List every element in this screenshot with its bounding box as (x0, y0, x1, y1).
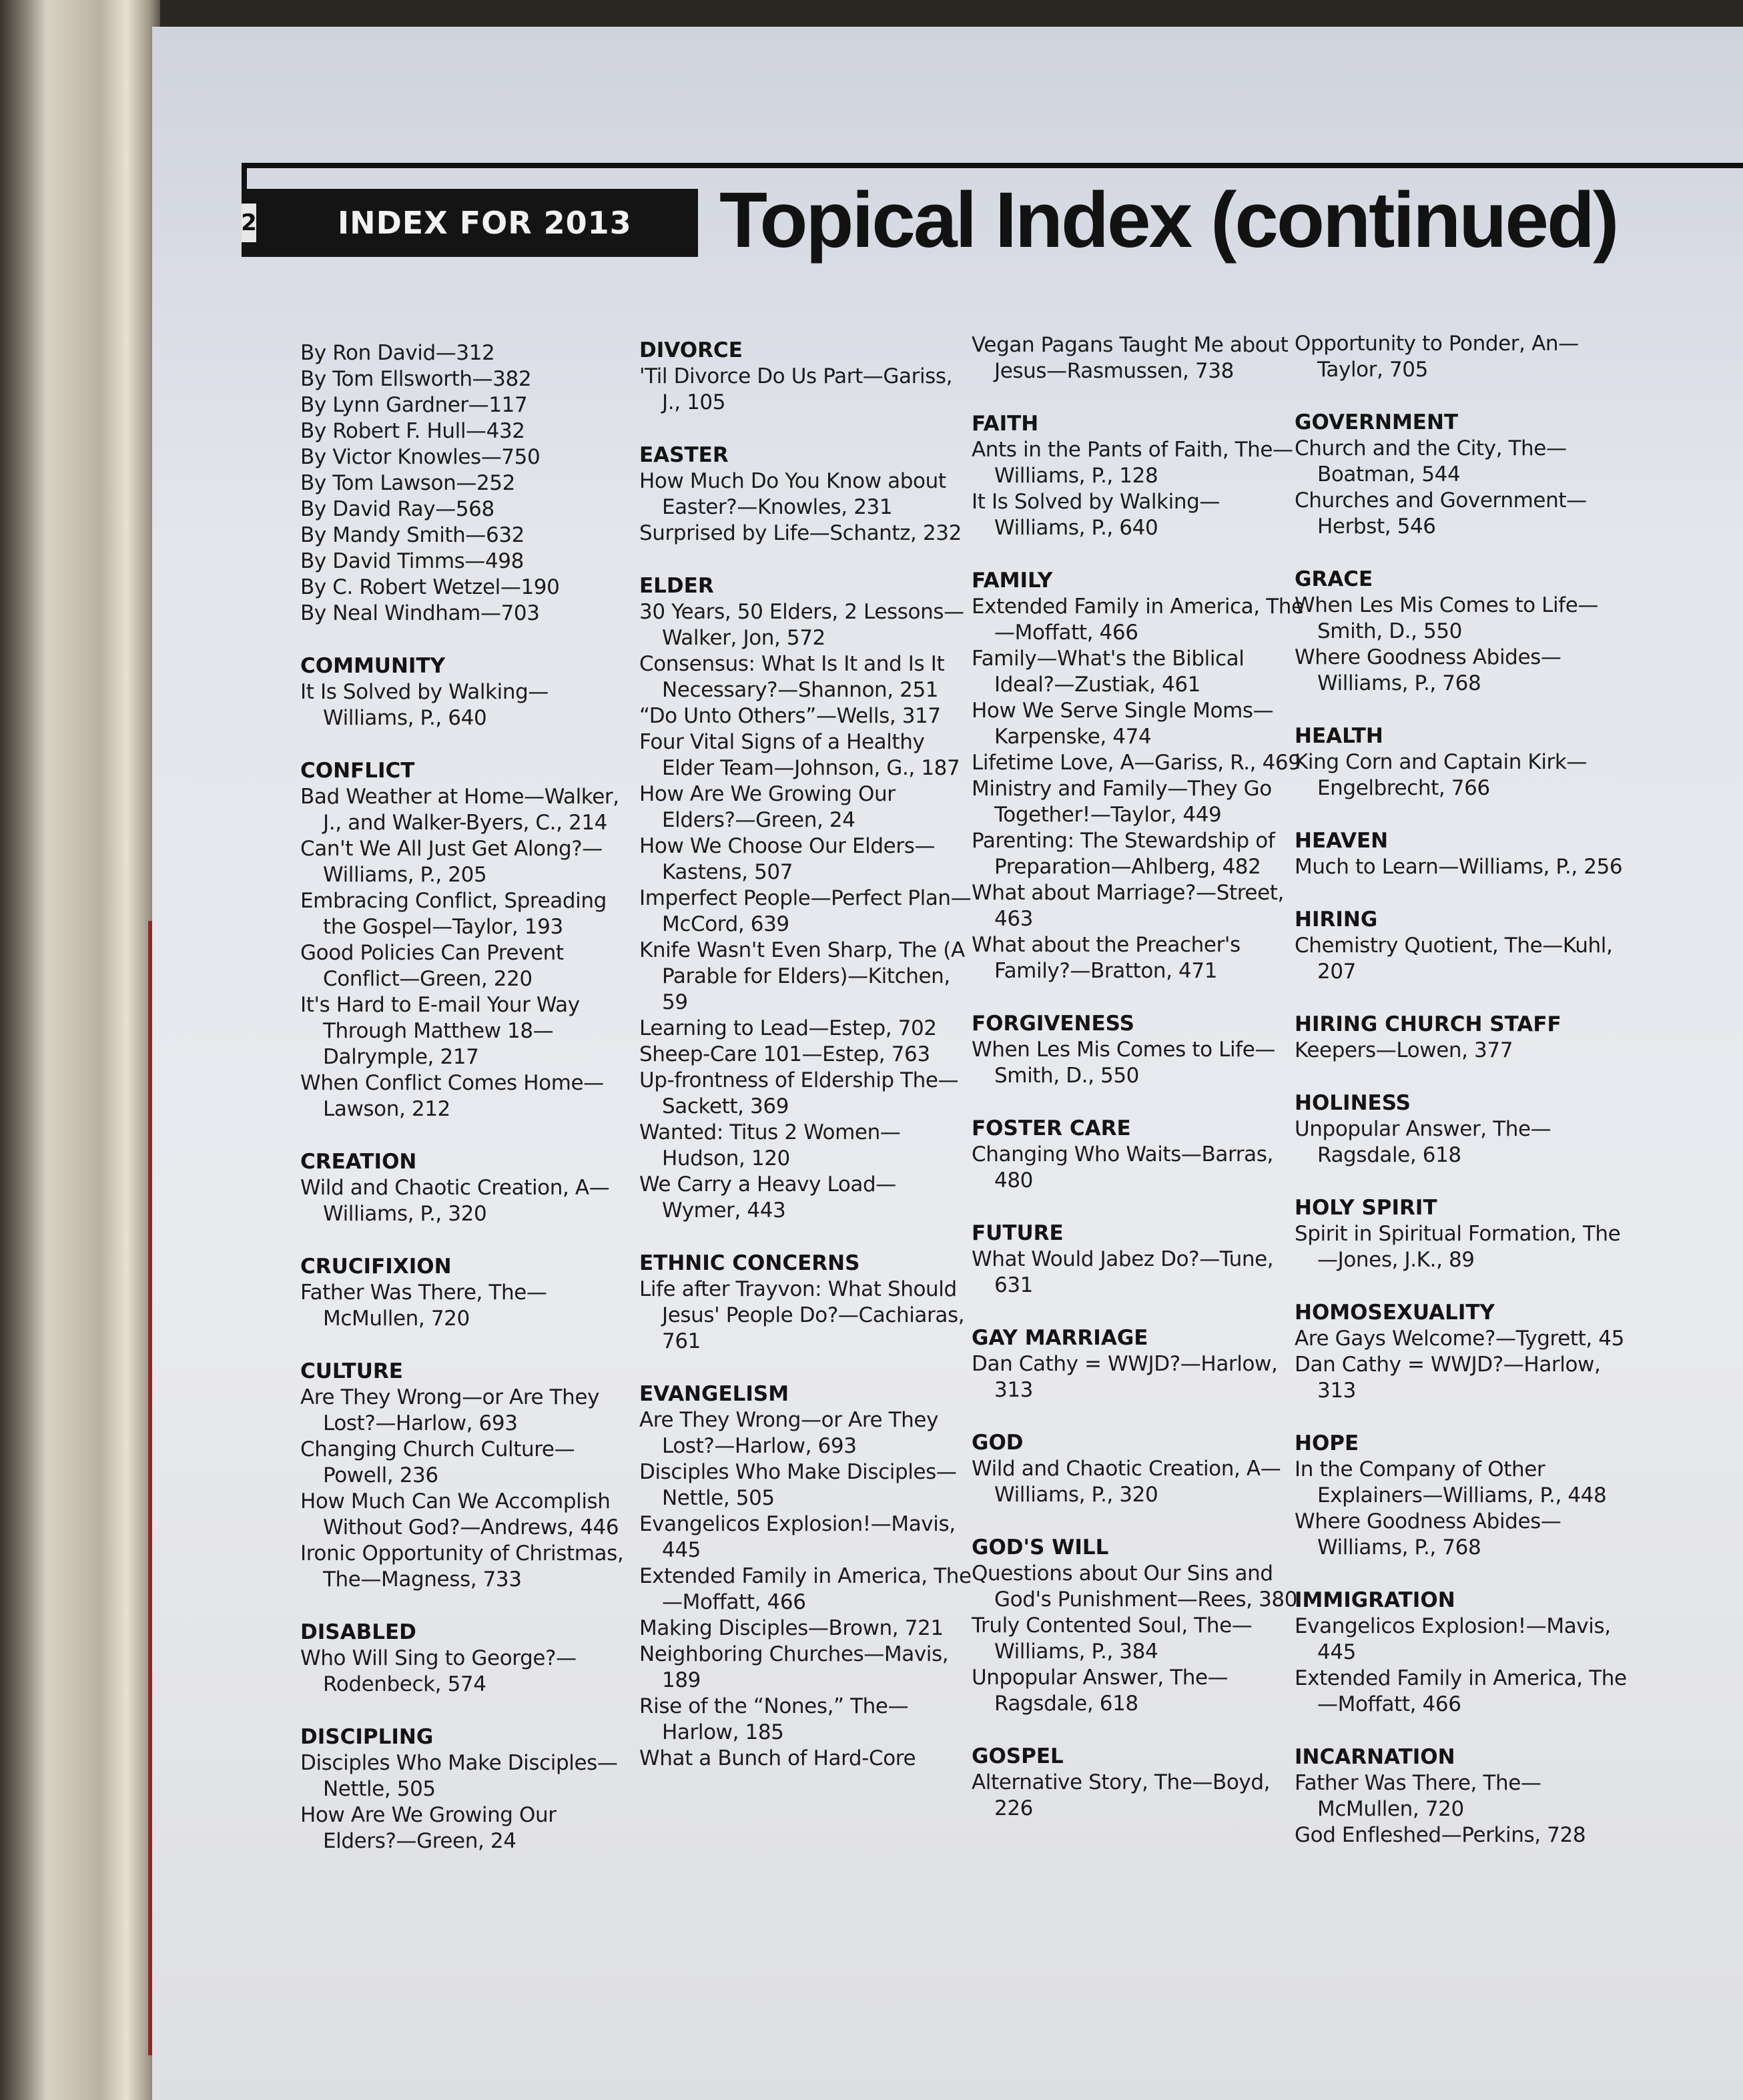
section-heading: FOSTER CARE (972, 1116, 1131, 1140)
index-section (972, 1116, 1305, 1194)
section-heading: COMMUNITY (300, 654, 446, 678)
index-entry: King Corn and Captain Kirk—Engelbrecht, 766 (1295, 750, 1588, 800)
index-entry: Extended Family in America, The—Moffatt, 466 (1295, 1666, 1627, 1716)
index-entry: Are Gays Welcome?—Tygrett, 45 (1295, 1327, 1624, 1351)
page-title: Topical Index (continued) (719, 176, 1618, 264)
index-entry: 'Til Divorce Do Us Part—Gariss, J., 105 (639, 364, 953, 414)
index-entry: Extended Family in America, The—Moffatt, 466 (972, 595, 1304, 645)
index-entry: Wanted: Titus 2 Women—Hudson, 120 (639, 1120, 901, 1170)
index-entry: Sheep-Care 101—Estep, 763 (639, 1042, 930, 1066)
index-entry: We Carry a Heavy Load—Wymer, 443 (639, 1172, 896, 1222)
section-heading: GOSPEL (972, 1744, 1064, 1768)
index-section (972, 1430, 1305, 1508)
index-column-1 (300, 340, 634, 1881)
byline-item: By David Timms—498 (300, 549, 524, 573)
index-entry: How Much Can We Accomplish Without God?—Andrews, 446 (300, 1489, 619, 1539)
index-entry: Who Will Sing to George?—Rodenbeck, 574 (300, 1646, 577, 1696)
section-heading: HIRING CHURCH STAFF (1295, 1012, 1561, 1036)
index-entry: Unpopular Answer, The—Ragsdale, 618 (972, 1666, 1229, 1716)
index-entry: Alternative Story, The—Boyd, 226 (972, 1770, 1271, 1820)
byline-item: By Lynn Gardner—117 (300, 393, 528, 417)
section-heading: GRACE (1295, 567, 1373, 591)
section-heading: HEAVEN (1295, 829, 1389, 853)
byline-item: By Robert F. Hull—432 (300, 419, 525, 443)
index-entry: Can't We All Just Get Along?—Williams, P., 205 (300, 837, 603, 887)
index-entry: Father Was There, The—McMullen, 720 (300, 1281, 547, 1331)
index-entry: Are They Wrong—or Are They Lost?—Harlow, 693 (639, 1408, 939, 1458)
index-entry: What Would Jabez Do?—Tune, 631 (972, 1247, 1274, 1297)
index-entry: Imperfect People—Perfect Plan—McCord, 639 (639, 886, 972, 936)
index-section (1295, 567, 1628, 697)
byline-item: By C. Robert Wetzel—190 (300, 575, 560, 599)
index-entry: Chemistry Quotient, The—Kuhl, 207 (1295, 934, 1613, 984)
index-entry: Learning to Lead—Estep, 702 (639, 1016, 937, 1040)
index-section (639, 1381, 973, 1772)
index-section (300, 1359, 634, 1593)
index-entry: Family—What's the Biblical Ideal?—Zustiak, 461 (972, 647, 1245, 697)
byline-item: By Tom Lawson—252 (300, 471, 515, 495)
index-entry: In the Company of Other Explainers—Williams, P., 448 (1295, 1457, 1607, 1507)
index-entry: How Are We Growing Our Elders?—Green, 24 (300, 1803, 557, 1853)
section-heading: HOLY SPIRIT (1295, 1196, 1437, 1220)
index-entry: How We Serve Single Moms—Karpenske, 474 (972, 699, 1274, 749)
byline-item: By Ron David—312 (300, 341, 495, 365)
index-entry: “Do Unto Others”—Wells, 317 (639, 704, 941, 728)
index-entry: How We Choose Our Elders—Kastens, 507 (639, 834, 936, 884)
index-entry: Where Goodness Abides—Williams, P., 768 (1295, 1509, 1561, 1559)
section-heading: DISCIPLING (300, 1725, 434, 1749)
index-entry: Wild and Chaotic Creation, A—Williams, P., 320 (972, 1457, 1281, 1507)
index-entry: Much to Learn—Williams, P., 256 (1295, 855, 1623, 879)
index-section (639, 442, 973, 547)
index-section (639, 1251, 973, 1355)
index-entry: Church and the City, The—Boatman, 544 (1295, 436, 1567, 486)
index-entry: Where Goodness Abides—Williams, P., 768 (1295, 645, 1561, 695)
index-entry: What about Marriage?—Street, 463 (972, 881, 1284, 931)
section-heading: HEALTH (1295, 724, 1383, 748)
index-entry: Disciples Who Make Disciples—Nettle, 505 (639, 1460, 957, 1510)
index-entry: Lifetime Love, A—Gariss, R., 469 (972, 751, 1301, 775)
byline-item: By Mandy Smith—632 (300, 523, 525, 547)
section-heading: DISABLED (300, 1620, 416, 1644)
index-section (972, 568, 1305, 984)
section-heading: EVANGELISM (639, 1382, 789, 1406)
index-entry: Knife Wasn't Even Sharp, The (A Parable for Elders)—Kitchen, 59 (639, 938, 965, 1014)
index-entry: What about the Preacher's Family?—Bratton, 471 (972, 933, 1241, 983)
index-entry: Four Vital Signs of a Healthy Elder Team—Johnson, G., 187 (639, 730, 960, 780)
index-entry: When Conflict Comes Home—Lawson, 212 (300, 1071, 604, 1121)
index-entry: 30 Years, 50 Elders, 2 Lessons—Walker, Jon, 572 (639, 600, 964, 650)
section-heading: CULTURE (300, 1359, 403, 1383)
index-section (1295, 1300, 1628, 1404)
continued-entry: Opportunity to Ponder, An—Taylor, 705 (1295, 332, 1579, 382)
index-entry: Questions about Our Sins and God's Punishment—Rees, 380 (972, 1561, 1298, 1612)
index-section (972, 1535, 1305, 1717)
index-entry: Making Disciples—Brown, 721 (639, 1616, 944, 1640)
index-entry: Evangelicos Explosion!—Mavis, 445 (1295, 1614, 1611, 1664)
byline-item: By Neal Windham—703 (300, 601, 540, 625)
index-section (1295, 1195, 1628, 1273)
index-entry: Neighboring Churches—Mavis, 189 (639, 1642, 949, 1692)
index-entry: Ants in the Pants of Faith, The—Williams, P., 128 (972, 438, 1293, 488)
section-heading: CRUCIFIXION (300, 1255, 452, 1279)
index-entry: It Is Solved by Walking—Williams, P., 640 (972, 490, 1220, 540)
index-entry: Ministry and Family—They Go Together!—Taylor, 449 (972, 777, 1272, 827)
index-entry: It's Hard to E-mail Your Way Through Matthew 18—Dalrymple, 217 (300, 993, 580, 1069)
index-column-3 (972, 332, 1305, 1848)
index-entry: Life after Trayvon: What Should Jesus' People Do?—Cachiaras, 761 (639, 1277, 965, 1353)
index-section (972, 1325, 1305, 1403)
index-entry: Surprised by Life—Schantz, 232 (639, 521, 962, 545)
index-entry: Bad Weather at Home—Walker, J., and Walker-Byers, C., 214 (300, 785, 619, 835)
index-entry: Keepers—Lowen, 377 (1295, 1038, 1513, 1062)
index-sections (300, 653, 634, 1854)
index-section (300, 1254, 634, 1332)
section-heading: HOLINESS (1295, 1091, 1411, 1115)
index-section (972, 1744, 1305, 1822)
index-section (1295, 723, 1628, 801)
byline-item: By David Ray—568 (300, 497, 494, 521)
index-section (300, 1724, 634, 1854)
index-entry: Truly Contented Soul, The—Williams, P., 384 (972, 1614, 1253, 1664)
index-section (300, 1620, 634, 1698)
index-section (972, 1220, 1305, 1299)
section-heading: ETHNIC CONCERNS (639, 1251, 860, 1275)
header-banner (242, 189, 698, 257)
section-heading: HOPE (1295, 1431, 1359, 1455)
byline-item: By Victor Knowles—750 (300, 445, 541, 469)
book-page-edges (0, 0, 160, 2100)
index-entry: Extended Family in America, The—Moffatt, 466 (639, 1564, 972, 1614)
section-heading: GAY MARRIAGE (972, 1326, 1148, 1350)
section-heading: GOD (972, 1431, 1024, 1455)
index-label: INDEX FOR 2013 (338, 205, 632, 241)
index-section (1295, 1090, 1628, 1168)
index-section (1295, 1744, 1628, 1848)
index-entry: How Much Do You Know about Easter?—Knowles, 231 (639, 469, 946, 519)
section-heading: INCARNATION (1295, 1745, 1455, 1769)
section-heading: ELDER (639, 574, 714, 598)
index-section (300, 1149, 634, 1227)
index-section (1295, 1431, 1628, 1561)
index-entry: When Les Mis Comes to Life—Smith, D., 550 (1295, 593, 1598, 643)
index-section (1295, 410, 1628, 540)
index-entry: Evangelicos Explosion!—Mavis, 445 (639, 1512, 956, 1562)
index-entry: Rise of the “Nones,” The—Harlow, 185 (639, 1694, 909, 1744)
index-sections (1295, 410, 1628, 1848)
index-entry: Changing Who Waits—Barras, 480 (972, 1142, 1273, 1192)
index-section (1295, 828, 1628, 880)
index-sections (639, 338, 973, 1772)
index-entry: Good Policies Can Prevent Conflict—Green, 220 (300, 941, 564, 991)
index-section (972, 411, 1305, 541)
section-heading: HOMOSEXUALITY (1295, 1301, 1495, 1325)
index-sections (972, 411, 1305, 1822)
header-rule (242, 163, 1743, 168)
index-entry: What a Bunch of Hard-Core (639, 1746, 916, 1770)
section-heading: FUTURE (972, 1221, 1064, 1245)
section-heading: CONFLICT (300, 759, 415, 783)
index-section (1295, 1012, 1628, 1064)
index-section (639, 573, 973, 1224)
index-entry: Up-frontness of Eldership The—Sackett, 369 (639, 1068, 959, 1118)
index-entry: Dan Cathy = WWJD?—Harlow, 313 (1295, 1353, 1601, 1403)
section-heading: EASTER (639, 443, 729, 467)
index-section (1295, 1588, 1628, 1718)
section-heading: GOVERNMENT (1295, 410, 1459, 434)
index-column-4 (1295, 331, 1628, 1875)
byline-list (300, 340, 634, 627)
index-section (972, 1011, 1305, 1089)
index-entry: Wild and Chaotic Creation, A—Williams, P., 320 (300, 1176, 610, 1226)
index-entry: Spirit in Spiritual Formation, The—Jones, J.K., 89 (1295, 1222, 1621, 1272)
section-heading: IMMIGRATION (1295, 1588, 1455, 1612)
index-entry: It Is Solved by Walking—Williams, P., 640 (300, 680, 549, 730)
byline-item: By Tom Ellsworth—382 (300, 367, 532, 391)
section-heading: FORGIVENESS (972, 1012, 1134, 1036)
section-heading: FAMILY (972, 569, 1053, 593)
page-number: 2 (242, 204, 256, 242)
index-entry: God Enfleshed—Perkins, 728 (1295, 1823, 1586, 1847)
index-section (300, 758, 634, 1122)
continued-entry: Vegan Pagans Taught Me about Jesus—Rasmussen, 738 (972, 333, 1289, 383)
section-heading: FAITH (972, 412, 1039, 436)
index-entry: Consensus: What Is It and Is It Necessary?—Shannon, 251 (639, 652, 945, 702)
index-entry: Disciples Who Make Disciples—Nettle, 505 (300, 1751, 618, 1801)
section-heading: HIRING (1295, 908, 1378, 932)
index-section (300, 653, 634, 731)
index-entry: Embracing Conflict, Spreading the Gospel—Taylor, 193 (300, 889, 607, 939)
index-entry: How Are We Growing Our Elders?—Green, 24 (639, 782, 896, 832)
section-heading: GOD'S WILL (972, 1535, 1109, 1559)
index-entry: Parenting: The Stewardship of Preparation—Ahlberg, 482 (972, 829, 1275, 879)
index-section (639, 338, 973, 416)
index-entry: Unpopular Answer, The—Ragsdale, 618 (1295, 1117, 1551, 1167)
index-column-2 (639, 338, 973, 1798)
index-entry: Dan Cathy = WWJD?—Harlow, 313 (972, 1352, 1278, 1402)
index-section (1295, 907, 1628, 985)
index-entry: Ironic Opportunity of Christmas, The—Magness, 733 (300, 1541, 624, 1592)
index-entry: Father Was There, The—McMullen, 720 (1295, 1771, 1541, 1821)
section-heading: DIVORCE (639, 338, 743, 362)
index-entry: Changing Church Culture—Powell, 236 (300, 1437, 575, 1487)
section-heading: CREATION (300, 1150, 417, 1174)
index-entry: Are They Wrong—or Are They Lost?—Harlow, 693 (300, 1385, 600, 1435)
index-entry: Churches and Government—Herbst, 546 (1295, 488, 1587, 539)
index-entry: When Les Mis Comes to Life—Smith, D., 550 (972, 1038, 1275, 1088)
